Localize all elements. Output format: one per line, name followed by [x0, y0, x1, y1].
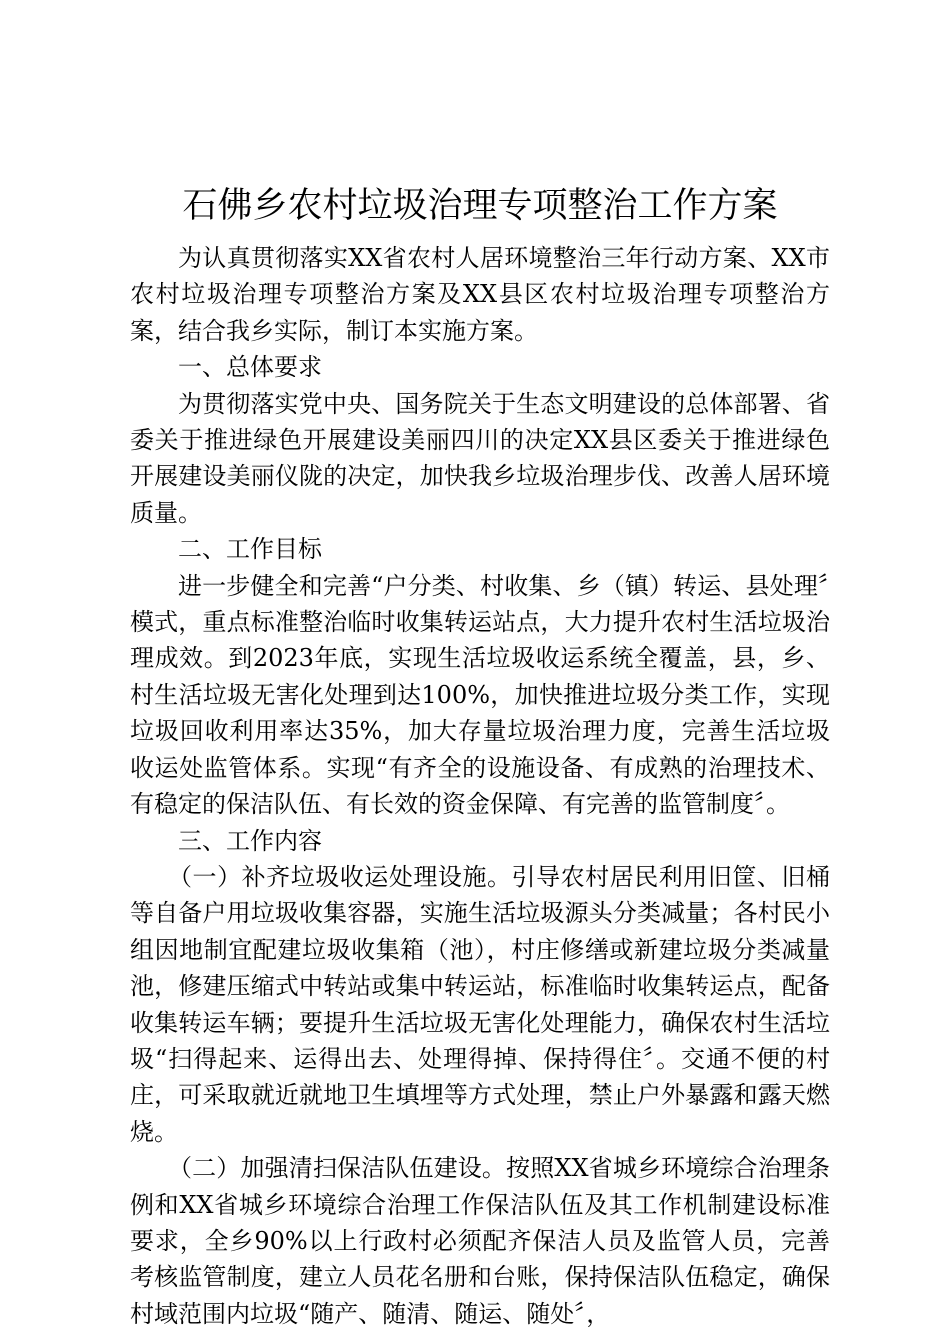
intro-paragraph: 为认真贯彻落实XX省农村人居环境整治三年行动方案、XX市农村垃圾治理专项整治方案及XX县区农村垃圾治理专项整治方案，结合我乡实际，制订本实施方案。: [130, 244, 830, 345]
section-heading-work-content: 三、工作内容: [178, 826, 322, 855]
section-body-general-requirements: 为贯彻落实党中央、国务院关于生态文明建设的总体部署、省委关于推进绿色开展建设美丽四川的决定XX县区委关于推进绿色开展建设美丽仪陇的决定，加快我乡垃圾治理步伐、改善人居环境质量。: [130, 389, 830, 527]
section-body-work-goals: 进一步健全和完善“户分类、村收集、乡（镇）转运、县处理〞模式，重点标准整治临时收集转运站点，大力提升农村生活垃圾治理成效。到2023年底，实现生活垃圾收运系统全覆盖，县，乡、村生活垃圾无害化处理到达100%，加快推进垃圾分类工作，实现垃圾回收利用率达35%，加大存量垃圾治理力度，完善生活垃圾收运处监管体系。实现“有齐全的设施设备、有成熟的治理技术、有稳定的保洁队伍、有长效的资金保障、有完善的监管制度〞。: [130, 571, 830, 819]
section-heading-work-goals: 二、工作目标: [178, 535, 322, 564]
document-page: [130, 180, 830, 1332]
work-content-item-2: （二）加强清扫保洁队伍建设。按照XX省城乡环境综合治理条例和XX省城乡环境综合治理工作保洁队伍及其工作机制建设标准要求，全乡90%以上行政村必须配齐保洁人员及监管人员，完善考核监管制度，建立人员花名册和台账，保持保洁队伍稳定，确保村域范围内垃圾“随产、随清、随运、随处〞，: [130, 1154, 830, 1328]
section-heading-general-requirements: 一、总体要求: [178, 353, 322, 382]
document-title: 石佛乡农村垃圾治理专项整治工作方案: [182, 186, 778, 226]
work-content-item-1: （一）补齐垃圾收运处理设施。引导农村居民利用旧筐、旧桶等自备户用垃圾收集容器，实施生活垃圾源头分类减量；各村民小组因地制宜配建垃圾收集箱（池），村庄修缮或新建垃圾分类减量池，修建压缩式中转站或集中转运站，标准临时收集转运点，配备收集转运车辆；要提升生活垃圾无害化处理能力，确保农村生活垃圾“扫得起来、运得出去、处理得掉、保持得住〞。交通不便的村庄，可采取就近就地卫生填埋等方式处理，禁止户外暴露和露天燃烧。: [130, 862, 830, 1146]
